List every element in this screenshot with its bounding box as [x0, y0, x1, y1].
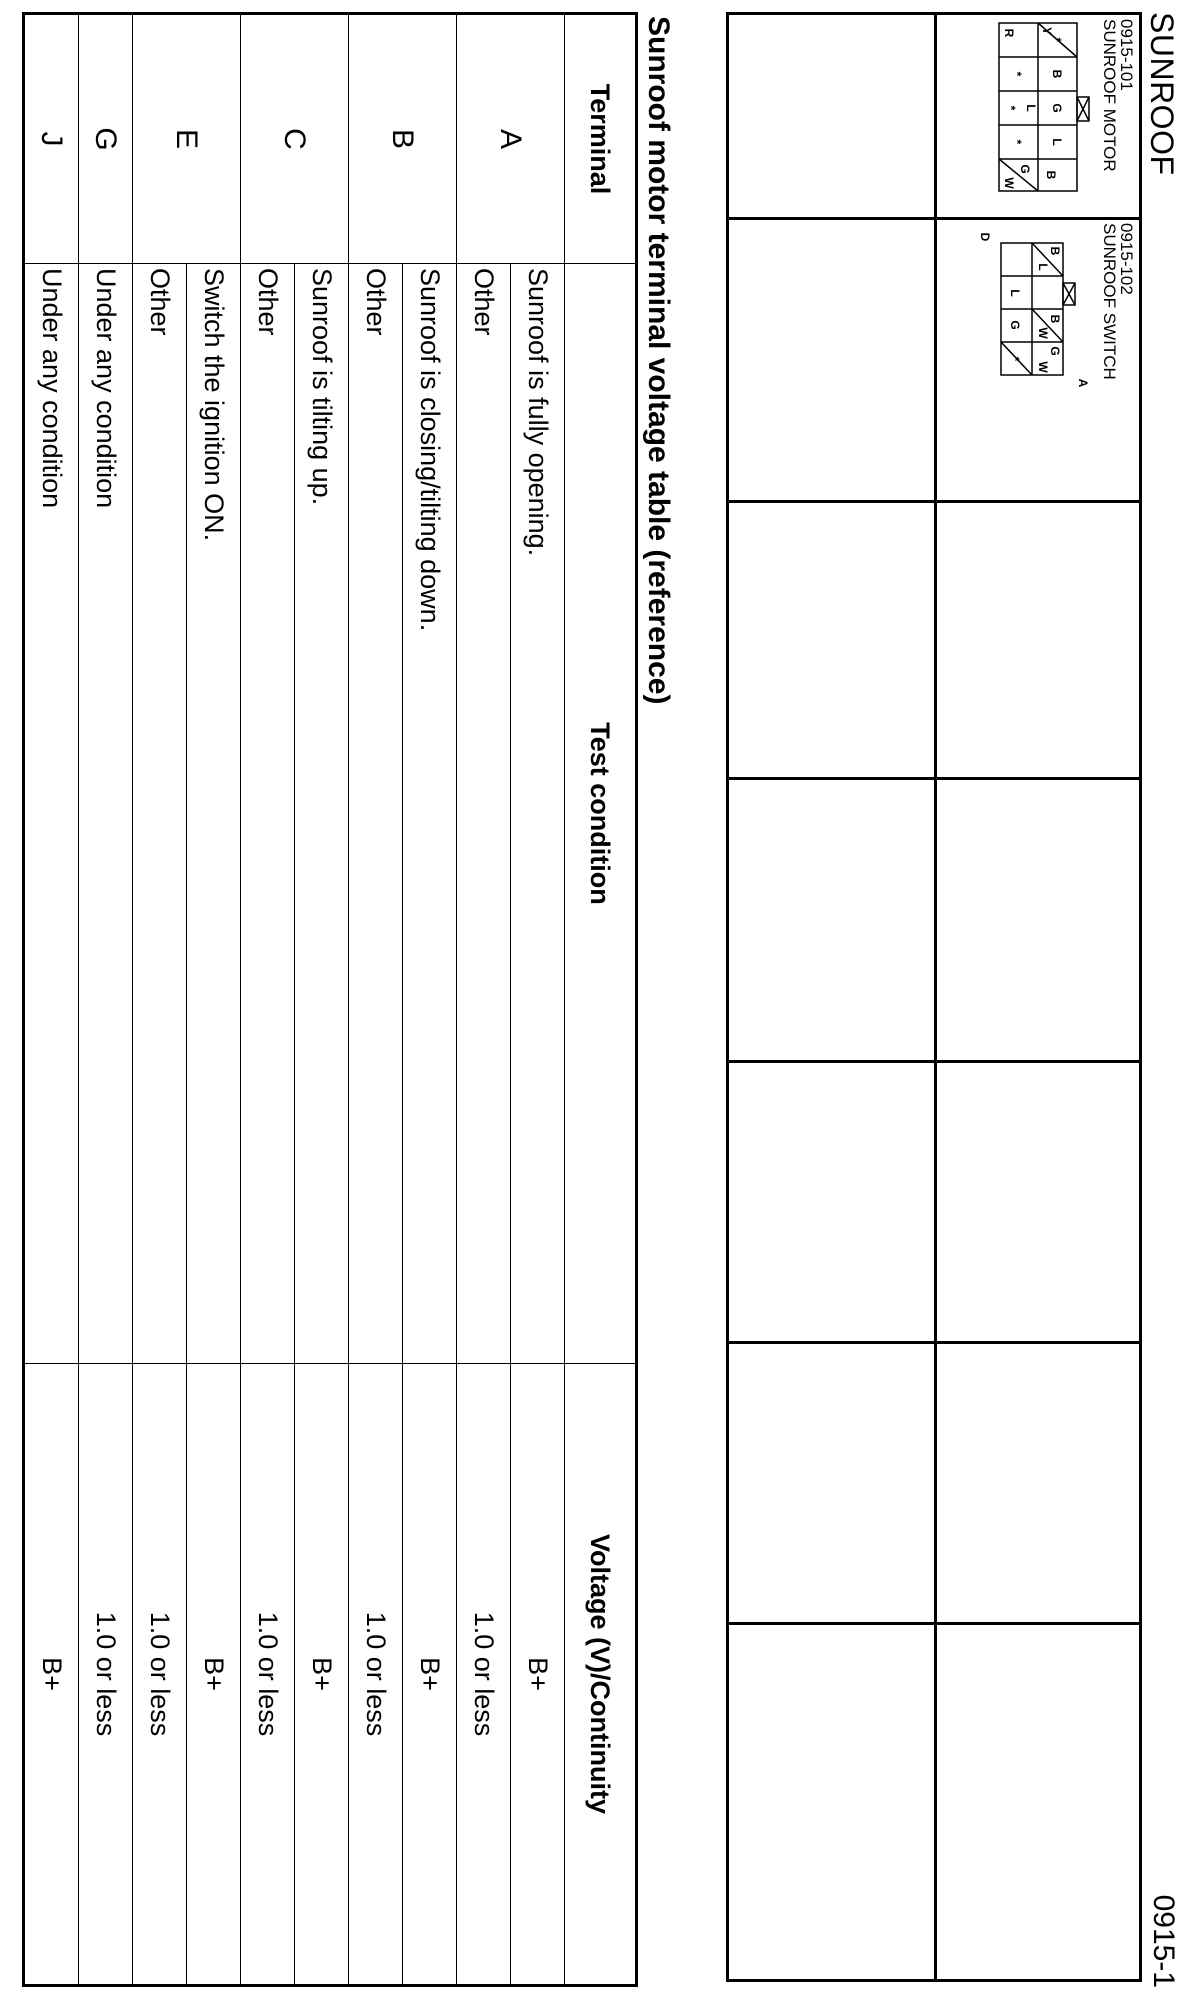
sunroof-switch-connector-diagram: [971, 223, 1091, 403]
pin-label: W: [1036, 327, 1050, 339]
table-row: [511, 14, 565, 1986]
table-row: [403, 14, 457, 1986]
condition-cell: Under any condition: [24, 264, 79, 1364]
pin-label: B: [1048, 314, 1062, 324]
voltage-cell: B+: [403, 1364, 457, 1986]
pin-label: B: [1048, 246, 1062, 256]
voltage-cell: 1.0 or less: [133, 1364, 187, 1986]
voltage-cell: B+: [511, 1364, 565, 1986]
condition-cell: Other: [457, 264, 511, 1364]
pin-label: L: [1050, 138, 1064, 146]
voltage-cell: B+: [295, 1364, 349, 1986]
grid-divider: [729, 1622, 1139, 1625]
pin-label: G: [1050, 103, 1064, 113]
condition-cell: Sunroof is tilting up.: [295, 264, 349, 1364]
grid-divider: [729, 777, 1139, 780]
connector-code: 0915-101: [1117, 19, 1136, 91]
grid-divider: [729, 217, 1139, 220]
connector-code: 0915-102: [1117, 223, 1136, 295]
voltage-cell: 1.0 or less: [79, 1364, 133, 1986]
terminal-cell: A: [457, 14, 565, 264]
sunroof-motor-connector-diagram: [981, 19, 1091, 199]
voltage-cell: B+: [24, 1364, 79, 1986]
voltage-cell: 1.0 or less: [349, 1364, 403, 1986]
pin-label: *: [1004, 105, 1018, 111]
grid-divider: [729, 500, 1139, 503]
terminal-cell: B: [349, 14, 457, 264]
pin-label: *: [1050, 37, 1064, 43]
connector-grid: [726, 12, 1142, 1982]
table-row: [133, 14, 187, 1986]
table-row: [241, 14, 295, 1986]
column-header-terminal: Terminal: [565, 14, 637, 264]
voltage-cell: 1.0 or less: [457, 1364, 511, 1986]
pin-label: G: [1008, 320, 1022, 330]
pin-label: L: [1008, 289, 1022, 297]
table-row: [79, 14, 133, 1986]
terminal-cell: J: [24, 14, 79, 264]
pin-label: W: [1036, 361, 1050, 373]
table-row: [24, 14, 79, 1986]
grid-divider: [729, 1341, 1139, 1344]
page-title: SUNROOF: [1144, 12, 1180, 176]
pin-label: Y: [1040, 26, 1054, 36]
condition-cell: Under any condition: [79, 264, 133, 1364]
condition-cell: Sunroof is fully opening.: [511, 264, 565, 1364]
connector-sunroof-motor: [981, 19, 1135, 199]
pin-label: *: [1008, 356, 1022, 362]
terminal-cell: G: [79, 14, 133, 264]
table-row: [457, 14, 511, 1986]
table-row: [349, 14, 403, 1986]
pin-letter: D: [978, 232, 992, 242]
terminal-cell: E: [133, 14, 241, 264]
connector-sunroof-switch: [971, 223, 1135, 403]
pin-label: B: [1044, 170, 1058, 180]
page-number: 0915-1: [1147, 1894, 1180, 1988]
table-row: [187, 14, 241, 1986]
condition-cell: Sunroof is closing/tilting down.: [403, 264, 457, 1364]
pin-label: G: [1018, 164, 1032, 174]
table-row: [295, 14, 349, 1986]
pin-label: *: [1010, 139, 1024, 145]
pin-label: W: [1002, 177, 1016, 189]
grid-divider: [934, 15, 937, 1979]
voltage-table: [22, 12, 638, 1987]
connector-name: SUNROOF MOTOR: [1100, 19, 1119, 172]
condition-cell: Switch the ignition ON.: [187, 264, 241, 1364]
pin-label: G: [1048, 346, 1062, 356]
pin-label: *: [1010, 71, 1024, 77]
grid-divider: [729, 1060, 1139, 1063]
column-header-voltage: Voltage (V)/Continuity: [565, 1364, 637, 1986]
voltage-cell: 1.0 or less: [241, 1364, 295, 1986]
table-title: Sunroof motor terminal voltage table (reference): [642, 16, 675, 705]
pin-label: R: [1002, 28, 1016, 38]
pin-label: L: [1036, 263, 1050, 271]
pin-letter: A: [1076, 378, 1090, 388]
table-header-row: [565, 14, 637, 1986]
condition-cell: Other: [241, 264, 295, 1364]
column-header-condition: Test condition: [565, 264, 637, 1364]
terminal-cell: C: [241, 14, 349, 264]
pin-label: L: [1024, 104, 1038, 112]
condition-cell: Other: [133, 264, 187, 1364]
pin-label: B: [1050, 69, 1064, 79]
connector-name: SUNROOF SWITCH: [1100, 223, 1119, 380]
voltage-cell: B+: [187, 1364, 241, 1986]
voltage-table-section: [10, 12, 678, 1984]
condition-cell: Other: [349, 264, 403, 1364]
